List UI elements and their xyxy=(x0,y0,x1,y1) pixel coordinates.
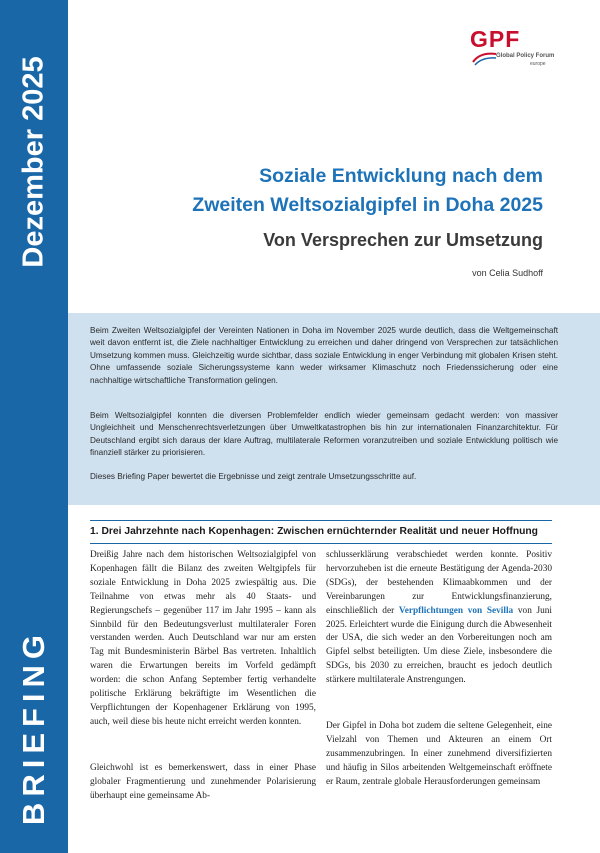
logo-subtitle: Global Policy Forum xyxy=(496,53,555,59)
title-line-1: Soziale Entwicklung nach dem xyxy=(259,165,543,187)
sidebar xyxy=(0,0,68,853)
gpf-logo[interactable] xyxy=(470,26,560,76)
abstract-paragraph: Beim Weltsozialgipfel konnten die diversen Problemfelder endlich wieder gemeinsam gedacht werden: von massiver Ungleichheit und Menschenrechtsverletzungen über Umweltkatastrophen bis hin zur internationalen Finanzarchitektur. Für Deutschland ergibt sich daraus der klare Auftrag, multilaterale Reformen voranzutreiben und soziale Entwicklung politisch wie finanziell stärker zu priorisieren. xyxy=(90,411,558,458)
page-title xyxy=(103,162,543,220)
page-subtitle: Von Versprechen zur Umsetzung xyxy=(263,230,543,250)
body-text: von Juni 2025. Erleichtert wurde die Einigung durch die Abwesenheit der USA, die sich weder an den Vorbereitungen noch am Gipfel selbst beteiligten. Um diese Ziele, insbesondere die SDGs, bis 2030 zu erreichen, braucht es jedoch deutlich stärkere multilaterale Anstrengungen. xyxy=(326,605,552,686)
publication-type: BRIEFING xyxy=(16,628,51,826)
body-paragraph xyxy=(326,549,552,688)
swoosh-icon xyxy=(472,50,498,66)
section-divider-bottom xyxy=(90,543,552,544)
title-line-2: Zweiten Weltsozialgipfel in Doha 2025 xyxy=(192,194,543,216)
body-paragraph: Der Gipfel in Doha bot zudem die seltene Gelegenheit, eine Vielzahl von Themen und Akteuren an einem Ort zusammenzubringen. In einer zunehmend diversifizierten und häufig in Silos arbeitenden Weltgemeinschaft eröffnete er Raum, zentrale globale Herausforderungen gemeinsam xyxy=(326,721,552,787)
author-line: von Celia Sudhoff xyxy=(472,268,543,278)
logo-region: europe xyxy=(530,61,546,67)
abstract-box xyxy=(68,313,600,505)
abstract-paragraph: Beim Zweiten Weltsozialgipfel der Vereinten Nationen in Doha im November 2025 wurde deutlich, dass die Weltgemeinschaft weit davon entfernt ist, die Ziele nachhaltiger Entwicklung zu erreichen und daher dringend von Versprechen zur tatsächlichen Umsetzung kommen muss. Gleichzeitig wurde sichtbar, dass soziale Entwicklung in enger Verbindung mit globalen Krisen steht. Ohne umfassende soziale Sicherungssysteme kann weder wirksamer Klimaschutz noch Friedenssicherung oder eine nachhaltige wirtschaftliche Transformation gelingen. xyxy=(90,326,558,385)
abstract-paragraph: Dieses Briefing Paper bewertet die Ergebnisse und zeigt zentrale Umsetzungsschritte auf. xyxy=(90,472,417,481)
section-divider-top xyxy=(90,520,552,521)
logo-wordmark: GPF xyxy=(470,26,521,52)
body-paragraph: Dreißig Jahre nach dem historischen Weltsozialgipfel von Kopenhagen fällt die Bilanz des zweiten Weltgipfels für soziale Entwicklung in Doha 2025 zwiespältig aus. Die Teilnahme von etwas mehr als 40 Staats- und Regierungschefs – gegenüber 117 im Jahr 1995 – kann als Sinnbild für den Bedeutungsverlust multilateraler Foren verstanden werden. Auch Deutschland war nur am ersten Tag mit Bundesministerin Bärbel Bas vertreten. Inhaltlich waren die Erwartungen bereits im Vorfeld gedämpft worden: die schon Anfang September fertig verhandelte politische Erklärung bekräftigte im Wesentlichen die Verpflichtungen der Kopenhagener Erklärung von 1995, auch, weil diese bis heute nicht erreicht werden konnten. xyxy=(90,550,316,727)
sevilla-link[interactable]: Verpflichtungen von Sevilla xyxy=(398,605,514,616)
section-heading: 1. Drei Jahrzehnte nach Kopenhagen: Zwischen ernüchternder Realität und neuer Hoffnung xyxy=(90,526,538,537)
body-paragraph: Gleichwohl ist es bemerkenswert, dass in einer Phase globaler Fragmentierung und zunehmender Polarisierung überhaupt eine gemeinsame Ab- xyxy=(90,763,316,801)
body-text: schlusserklärung verabschiedet werden konnte. Positiv hervorzuheben ist die erneute Bestätigung der Agenda-2030 (SDGs), der bestehenden Klimaabkommen und der Vereinbarungen zur Entwicklungsfinanzierung, einschließlich der xyxy=(326,550,552,616)
publication-date: Dezember 2025 xyxy=(17,56,50,268)
